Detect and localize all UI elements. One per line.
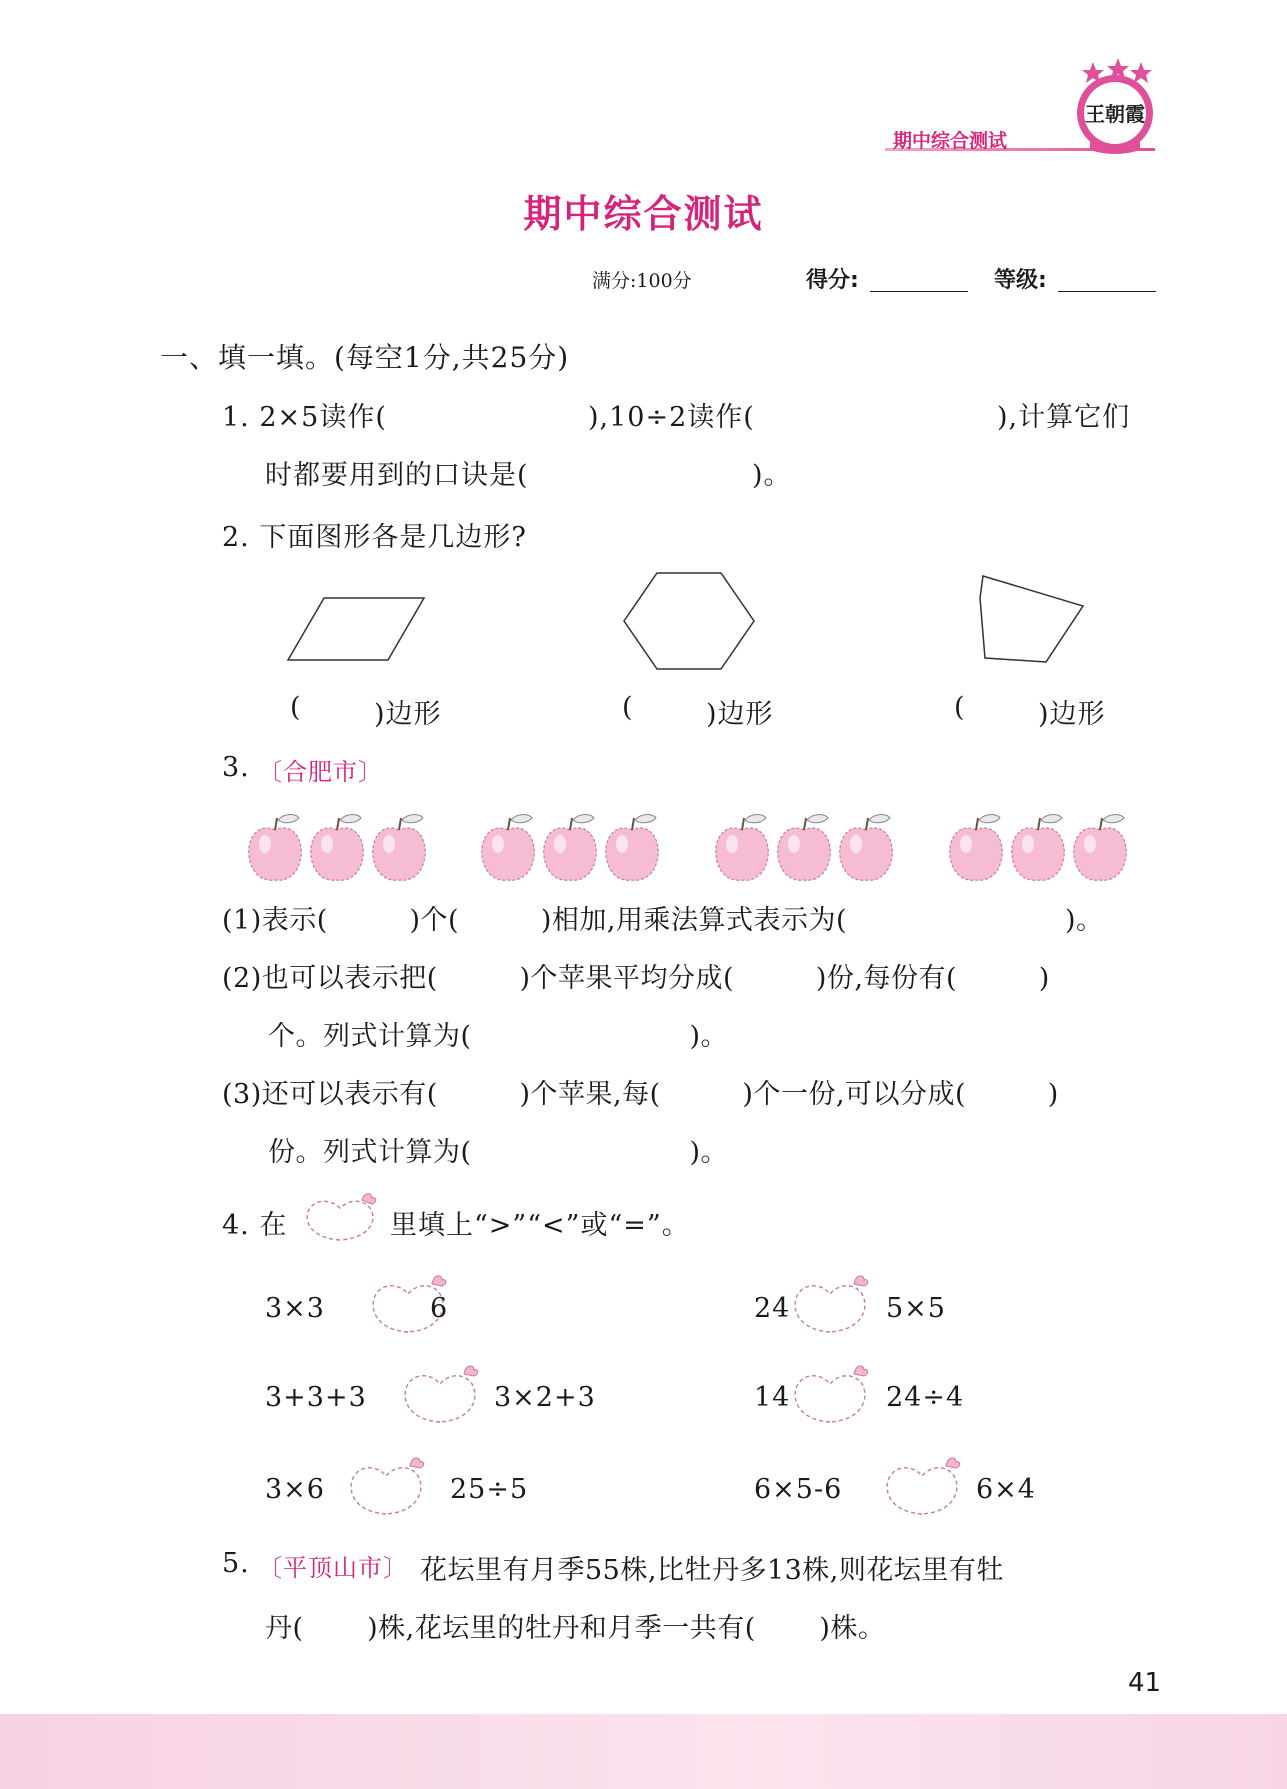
apples-figure [240,800,1140,890]
compare-heart-3[interactable] [400,1360,480,1430]
brand-logo [1070,58,1160,158]
q1-line1-b: ),10÷2读作( [588,402,755,433]
q3-part3-line1: (3)还可以表示有( )个苹果,每( )个一份,可以分成( ) [222,1079,1059,1110]
compare-left-3: 3+3+3 [265,1382,367,1413]
compare-left-2: 24 [754,1293,791,1324]
q5-number: 5. [222,1548,250,1579]
compare-right-4: 24÷4 [886,1382,965,1413]
apple-group-3 [716,815,893,881]
q3-part3-line2: 份。列式计算为( )。 [268,1137,729,1168]
compare-left-4: 14 [754,1382,791,1413]
q2-prompt: 2. 下面图形各是几边形? [222,522,527,553]
compare-heart-5[interactable] [346,1452,426,1522]
shapes-figure [270,560,1110,680]
grade-field[interactable] [1058,291,1156,292]
apple-group-1 [249,815,426,881]
hexagon-shape [624,573,754,669]
q3-part2-line2: 个。列式计算为( )。 [268,1021,729,1052]
apple-group-4 [950,815,1127,881]
footer-band [0,1714,1287,1789]
q2-answer-2-close: )边形 [706,699,774,730]
compare-right-5: 25÷5 [450,1474,529,1505]
apple-group-2 [482,815,659,881]
q5-line1: 花坛里有月季55株,比牡丹多13株,则花坛里有牡 [420,1555,1004,1586]
q1-line1-c: ),计算它们 [997,402,1131,433]
compare-right-1: 6 [430,1293,449,1324]
compare-right-2: 5×5 [886,1293,946,1324]
page-number: 41 [1128,1668,1162,1698]
q3-part1: (1)表示( )个( )相加,用乘法算式表示为( )。 [222,905,1104,936]
score-field[interactable] [870,291,968,292]
q4-prompt-b: 里填上“>”“<”或“=”。 [390,1210,690,1241]
q2-answer-1-close: )边形 [374,699,442,730]
q3-tag: 〔合肥市〕 [258,758,383,786]
pentagon-shape-outline [980,576,1083,662]
compare-right-6: 6×4 [976,1474,1036,1505]
score-label: 得分: [806,268,859,293]
compare-left-5: 3×6 [265,1474,325,1505]
heart-icon [300,1190,380,1248]
compare-heart-4[interactable] [790,1360,870,1430]
logo-text: 王朝霞 [1085,102,1145,126]
grade-label: 等级: [994,268,1047,293]
compare-right-3: 3×2+3 [494,1382,596,1413]
q1-line1-a: 1. 2×5读作( [222,402,387,433]
q2-answer-3-open: ( [954,692,966,723]
q5-line2: 丹( )株,花坛里的牡丹和月季一共有( )株。 [265,1613,886,1644]
full-marks: 满分:100分 [592,270,692,292]
compare-left-1: 3×3 [265,1293,325,1324]
q1-line2-a: 时都要用到的口诀是( [265,460,529,491]
compare-heart-2[interactable] [790,1270,870,1340]
q1-line2-b: )。 [752,460,792,491]
q5-tag: 〔平顶山市〕 [258,1554,408,1582]
q4-prompt-a: 4. 在 [222,1210,288,1241]
compare-left-6: 6×5-6 [754,1474,843,1505]
q2-answer-2-open: ( [622,692,634,723]
q3-part2-line1: (2)也可以表示把( )个苹果平均分成( )份,每份有( ) [222,963,1050,994]
parallelogram-shape [288,598,424,660]
section-label: 期中综合测试 [893,130,1008,152]
page-title: 期中综合测试 [523,192,764,236]
q2-answer-3-close: )边形 [1038,699,1106,730]
section-heading: 一、填一填。(每空1分,共25分) [160,341,570,374]
q3-number: 3. [222,752,250,783]
q2-answer-1-open: ( [290,692,302,723]
compare-heart-6[interactable] [882,1452,962,1522]
